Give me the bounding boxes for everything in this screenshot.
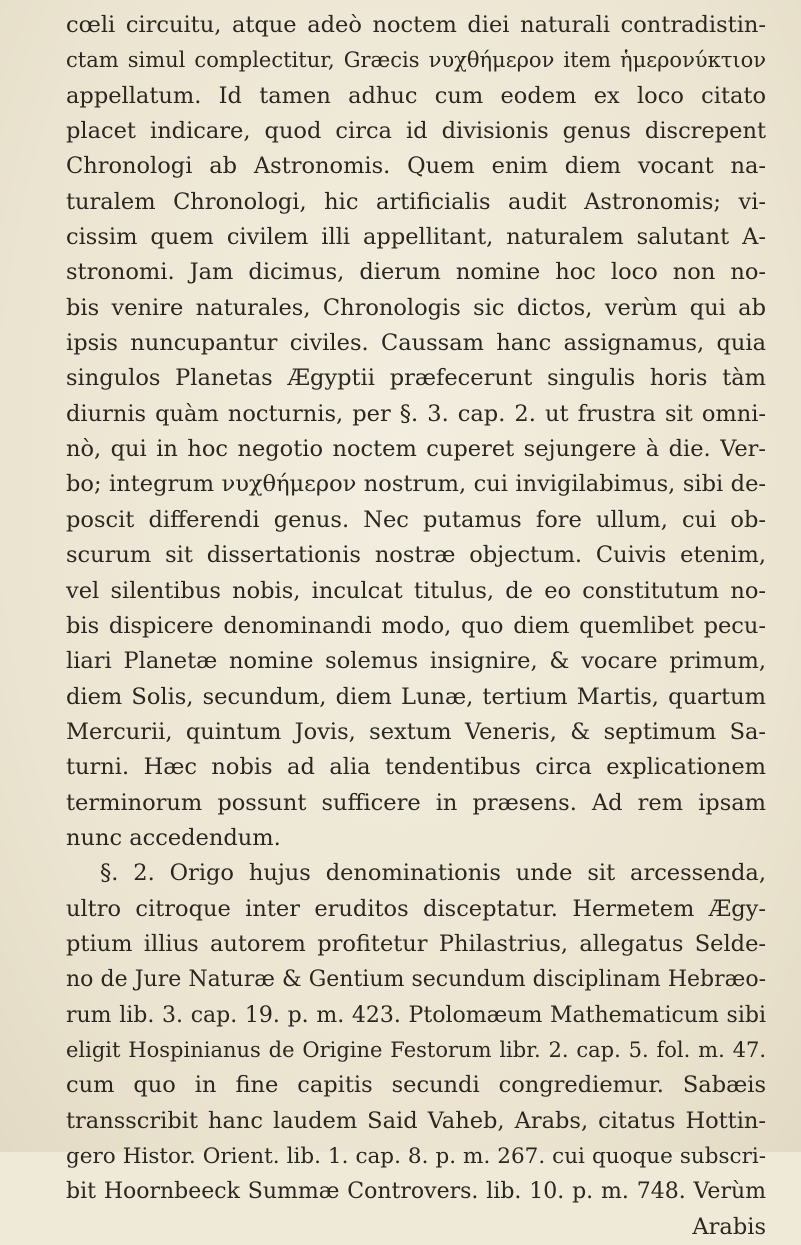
text-line-4: placet indicare, quod circa id divisionis genus discrepent (66, 118, 766, 145)
text-line-24: nunc accedendum. (66, 824, 281, 851)
text-line-6: turalem Chronologi, hic artificialis audit Astronomis; vi- (66, 188, 766, 215)
text-line-16: scurum sit dissertationis nostræ objectum. Cuivis etenim, (66, 542, 766, 569)
section-heading-line: §. 2. Origo hujus denominationis unde sit arcessenda, (100, 860, 766, 887)
text-line-5: Chronologi ab Astronomis. Quem enim diem vocant na- (66, 153, 766, 180)
text-line-31: cum quo in fine capitis secundi congrediemur. Sabæis (66, 1072, 766, 1099)
text-line-2: ctam simul complectitur, Græcis νυχθήμερον item ἡμερονύκτιον (66, 48, 766, 73)
text-line-27: ptium illius autorem profitetur Philastrius, allegatus Selde- (66, 930, 766, 957)
text-line-30: eligit Hospinianus de Origine Festorum libr. 2. cap. 5. fol. m. 47. (66, 1037, 766, 1062)
text-line-21: Mercurii, quintum Jovis, sextum Veneris, & septimum Sa- (66, 718, 766, 745)
text-line-8: stronomi. Jam dicimus, dierum nomine hoc loco non no- (66, 259, 766, 286)
text-line-7: cissim quem civilem illi appellitant, naturalem salutant A- (66, 224, 766, 251)
text-line-17: vel silentibus nobis, inculcat titulus, de eo constitutum no- (66, 577, 766, 604)
text-line-10: ipsis nuncupantur civiles. Caussam hanc assignamus, quia (66, 330, 766, 357)
text-line-19: liari Planetæ nomine solemus insignire, & vocare primum, (66, 648, 766, 675)
text-line-28: no de Jure Naturæ & Gentium secundum disciplinam Hebræo- (66, 967, 766, 993)
text-line-22: turni. Hæc nobis ad alia tendentibus circa explicationem (66, 754, 766, 781)
text-line-9: bis venire naturales, Chronologis sic dictos, verùm qui ab (66, 294, 766, 321)
text-line-12: diurnis quàm nocturnis, per §. 3. cap. 2. ut frustra sit omni- (66, 400, 766, 427)
text-line-23: terminorum possunt sufficere in præsens. Ad rem ipsam (66, 789, 766, 816)
text-line-34: bit Hoornbeeck Summæ Controvers. lib. 10. p. m. 748. Verùm (66, 1179, 766, 1205)
text-line-13: nò, qui in hoc negotio noctem cuperet sejungere à die. Ver- (66, 436, 766, 463)
page-text (66, 8, 766, 1245)
text-line-15: poscit differendi genus. Nec putamus fore ullum, cui ob- (66, 506, 766, 533)
text-line-11: singulos Planetas Ægyptii præfecerunt singulis horis tàm (66, 365, 766, 392)
text-line-33: gero Histor. Orient. lib. 1. cap. 8. p. m. 267. cui quoque subscri- (66, 1144, 766, 1169)
catchword: Arabis (692, 1213, 766, 1240)
text-line-29: rum lib. 3. cap. 19. p. m. 423. Ptolomæum Mathematicum sibi (66, 1002, 766, 1028)
text-line-18: bis dispicere denominandi modo, quo diem quemlibet pecu- (66, 612, 766, 639)
text-line-3: appellatum. Id tamen adhuc cum eodem ex loco citato (66, 82, 766, 109)
text-line-20: diem Solis, secundum, diem Lunæ, tertium Martis, quartum (66, 683, 766, 710)
text-line-32: transscribit hanc laudem Said Vaheb, Arabs, citatus Hottin- (66, 1107, 766, 1134)
text-line-14: bo; integrum νυχθήμερον nostrum, cui invigilabimus, sibi de- (66, 471, 766, 498)
text-line-26: ultro citroque inter eruditos disceptatur. Hermetem Ægy- (66, 895, 766, 922)
text-line-1: cœli circuitu, atque adeò noctem diei naturali contradistin- (66, 12, 766, 38)
